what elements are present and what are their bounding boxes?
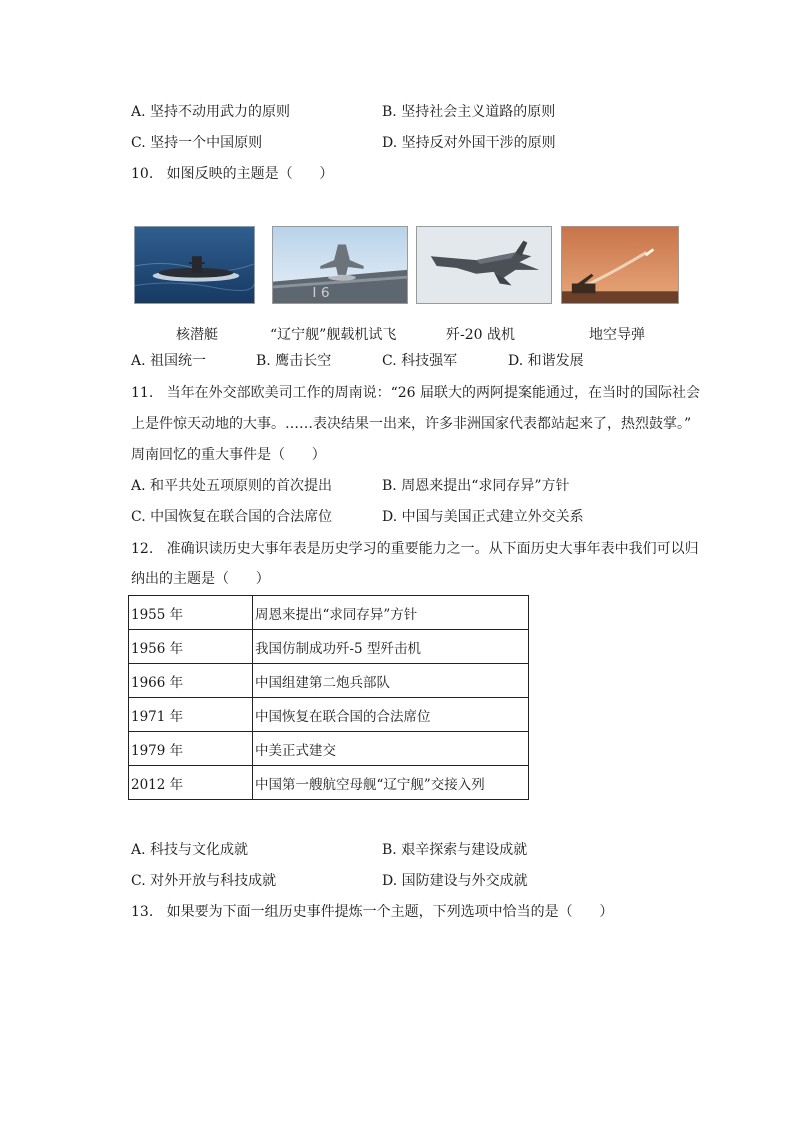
q12-stem-line-1: 12. 准确识读历史大事年表是历史学习的重要能力之一。从下面历史大事年表中我们可以归 xyxy=(131,541,699,557)
q10-caption-1: 核潜艇 xyxy=(176,327,218,343)
q9-option-a xyxy=(131,102,290,122)
option-text: 对外开放与科技成就 xyxy=(150,873,277,889)
q10-image-j20-fighter xyxy=(416,226,552,304)
option-text: 艰辛探索与建设成就 xyxy=(401,842,528,858)
table-cell-event: 中美正式建交 xyxy=(253,732,529,766)
option-text: 坚持一个中国原则 xyxy=(150,135,263,151)
option-text: 中国恢复在联合国的合法席位 xyxy=(150,509,333,525)
table-cell-year: 1971 年 xyxy=(129,698,253,732)
q12-option-b xyxy=(382,840,527,860)
submarine-photo-icon xyxy=(135,227,254,303)
table-row xyxy=(129,766,529,800)
q10-stem: 10. 如图反映的主题是（ ） xyxy=(131,166,334,182)
table-cell-event: 我国仿制成功歼-5 型歼击机 xyxy=(253,630,529,664)
q10-option-c xyxy=(382,351,457,371)
table-cell-event: 中国第一艘航空母舰“辽宁舰”交接入列 xyxy=(253,766,529,800)
option-label: A. xyxy=(131,353,146,369)
q10-image-carrier-jet xyxy=(272,226,408,304)
q10-caption-4: 地空导弹 xyxy=(589,327,645,343)
table-cell-year: 1979 年 xyxy=(129,732,253,766)
option-text: 祖国统一 xyxy=(150,353,207,369)
option-text: 国防建设与外交成就 xyxy=(401,873,528,889)
q9-option-d xyxy=(382,133,556,153)
option-text: 科技与文化成就 xyxy=(150,842,249,858)
option-text: 和平共处五项原则的首次提出 xyxy=(150,478,333,494)
q13-stem: 13. 如果要为下面一组历史事件提炼一个主题，下列选项中恰当的是（ ） xyxy=(131,904,614,920)
option-text: 坚持不动用武力的原则 xyxy=(150,104,291,120)
option-label: B. xyxy=(382,478,397,494)
table-row xyxy=(129,664,529,698)
q10-image-submarine xyxy=(134,226,255,304)
carrier-jet-photo-icon xyxy=(273,227,407,303)
option-label: B. xyxy=(256,353,271,369)
q11-option-d xyxy=(382,507,584,527)
option-label: D. xyxy=(508,353,524,369)
option-label: A. xyxy=(131,104,146,120)
option-text: 和谐发展 xyxy=(527,353,584,369)
option-text: 周恩来提出“求同存异”方针 xyxy=(401,478,570,494)
q11-option-b xyxy=(382,476,570,496)
option-label: C. xyxy=(131,509,146,525)
option-text: 科技强军 xyxy=(401,353,458,369)
option-label: C. xyxy=(382,353,397,369)
table-row xyxy=(129,698,529,732)
option-label: B. xyxy=(382,842,397,858)
q10-caption-3: 歼-20 战机 xyxy=(446,327,515,343)
option-label: D. xyxy=(382,873,398,889)
q9-option-b xyxy=(382,102,555,122)
option-label: D. xyxy=(382,509,398,525)
table-row xyxy=(129,630,529,664)
q11-option-c xyxy=(131,507,332,527)
table-cell-year: 2012 年 xyxy=(129,766,253,800)
q12-event-table xyxy=(128,595,529,800)
q12-option-a xyxy=(131,840,248,860)
option-label: C. xyxy=(131,873,146,889)
option-text: 坚持反对外国干涉的原则 xyxy=(401,135,556,151)
table-cell-year: 1955 年 xyxy=(129,596,253,630)
option-text: 鹰击长空 xyxy=(275,353,332,369)
table-cell-event: 中国组建第二炮兵部队 xyxy=(253,664,529,698)
option-label: D. xyxy=(382,135,398,151)
q12-option-d xyxy=(382,871,528,891)
option-label: A. xyxy=(131,478,146,494)
option-label: C. xyxy=(131,135,146,151)
q10-option-d xyxy=(508,351,584,371)
table-cell-year: 1966 年 xyxy=(129,664,253,698)
q11-stem-line-2: 上是件惊天动地的大事。……表决结果一出来，许多非洲国家代表都站起来了，热烈鼓掌。” xyxy=(131,416,692,432)
q10-image-missile xyxy=(561,226,679,304)
table-row xyxy=(129,596,529,630)
q10-option-b xyxy=(256,351,331,371)
q12-option-c xyxy=(131,871,276,891)
q12-stem-line-2: 纳出的主题是（ ） xyxy=(131,571,270,587)
table-cell-event: 中国恢复在联合国的合法席位 xyxy=(253,698,529,732)
q10-caption-2: “辽宁舰”舰载机试飞 xyxy=(270,327,397,343)
svg-text:I 6: I 6 xyxy=(312,285,330,302)
fighter-photo-icon xyxy=(417,227,551,303)
table-cell-year: 1956 年 xyxy=(129,630,253,664)
option-text: 坚持社会主义道路的原则 xyxy=(401,104,556,120)
option-label: B. xyxy=(382,104,397,120)
missile-photo-icon xyxy=(562,227,678,303)
q9-option-c xyxy=(131,133,262,153)
q10-option-a xyxy=(131,351,206,371)
table-row xyxy=(129,732,529,766)
q11-option-a xyxy=(131,476,332,496)
option-text: 中国与美国正式建立外交关系 xyxy=(401,509,584,525)
option-label: A. xyxy=(131,842,146,858)
table-cell-event: 周恩来提出“求同存异”方针 xyxy=(253,596,529,630)
q11-stem-line-3: 周南回忆的重大事件是（ ） xyxy=(131,447,326,463)
q11-stem-line-1: 11. 当年在外交部欧美司工作的周南说：“26 届联大的两阿提案能通过，在当时的国际社会 xyxy=(131,385,701,401)
